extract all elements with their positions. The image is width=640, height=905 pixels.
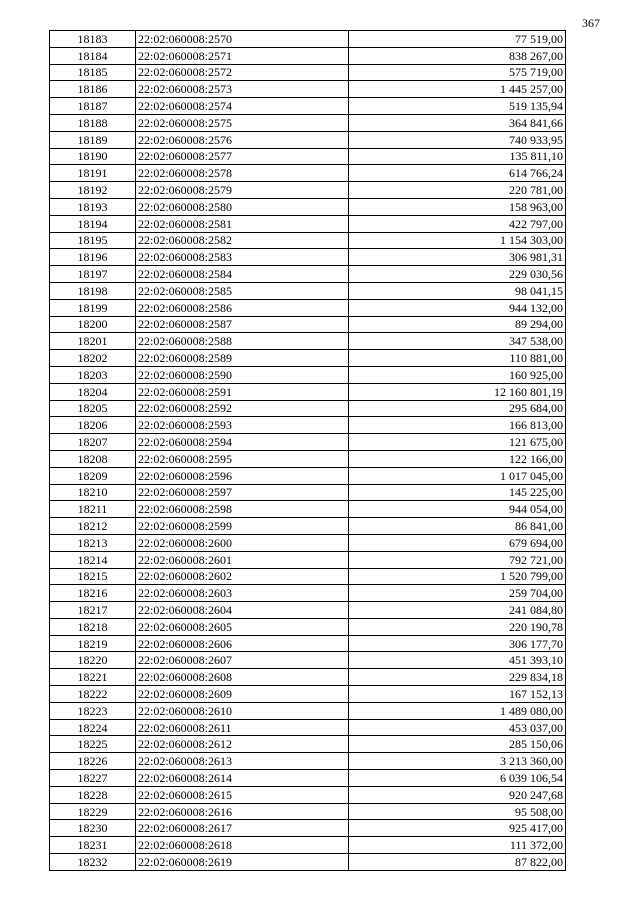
cadastral-number-cell: 22:02:060008:2608 xyxy=(136,669,349,686)
table-row xyxy=(50,551,566,568)
cadastral-number-cell: 22:02:060008:2570 xyxy=(136,31,349,48)
cadastral-number-cell: 22:02:060008:2582 xyxy=(136,232,349,249)
table-row xyxy=(50,299,566,316)
cadastral-value-cell: 575 719,00 xyxy=(349,64,566,81)
cadastral-value-cell: 110 881,00 xyxy=(349,350,566,367)
row-number-cell: 18229 xyxy=(50,803,136,820)
row-number-cell: 18183 xyxy=(50,31,136,48)
table-row xyxy=(50,400,566,417)
row-number-cell: 18186 xyxy=(50,81,136,98)
row-number-cell: 18215 xyxy=(50,568,136,585)
cadastral-value-cell: 453 037,00 xyxy=(349,719,566,736)
table-row xyxy=(50,383,566,400)
row-number-cell: 18200 xyxy=(50,316,136,333)
row-number-cell: 18204 xyxy=(50,383,136,400)
cadastral-value-cell: 12 160 801,19 xyxy=(349,383,566,400)
table-row xyxy=(50,417,566,434)
cadastral-number-cell: 22:02:060008:2599 xyxy=(136,518,349,535)
cadastral-number-cell: 22:02:060008:2590 xyxy=(136,366,349,383)
cadastral-value-cell: 306 177,70 xyxy=(349,635,566,652)
cadastral-number-cell: 22:02:060008:2602 xyxy=(136,568,349,585)
cadastral-value-cell: 167 152,13 xyxy=(349,686,566,703)
cadastral-value-cell: 86 841,00 xyxy=(349,518,566,535)
row-number-cell: 18206 xyxy=(50,417,136,434)
row-number-cell: 18203 xyxy=(50,366,136,383)
cadastral-number-cell: 22:02:060008:2571 xyxy=(136,47,349,64)
cadastral-number-cell: 22:02:060008:2605 xyxy=(136,618,349,635)
table-row xyxy=(50,501,566,518)
table-row xyxy=(50,585,566,602)
cadastral-value-cell: 792 721,00 xyxy=(349,551,566,568)
cadastral-value-cell: 229 030,56 xyxy=(349,266,566,283)
row-number-cell: 18194 xyxy=(50,215,136,232)
row-number-cell: 18190 xyxy=(50,148,136,165)
cadastral-number-cell: 22:02:060008:2578 xyxy=(136,165,349,182)
row-number-cell: 18214 xyxy=(50,551,136,568)
cadastral-number-cell: 22:02:060008:2592 xyxy=(136,400,349,417)
row-number-cell: 18207 xyxy=(50,434,136,451)
cadastral-value-cell: 1 520 799,00 xyxy=(349,568,566,585)
table-row xyxy=(50,266,566,283)
row-number-cell: 18213 xyxy=(50,534,136,551)
row-number-cell: 18223 xyxy=(50,702,136,719)
cadastral-value-cell: 364 841,66 xyxy=(349,114,566,131)
row-number-cell: 18227 xyxy=(50,770,136,787)
row-number-cell: 18199 xyxy=(50,299,136,316)
table-row xyxy=(50,568,566,585)
row-number-cell: 18230 xyxy=(50,820,136,837)
cadastral-value-cell: 1 017 045,00 xyxy=(349,467,566,484)
row-number-cell: 18228 xyxy=(50,786,136,803)
cadastral-value-cell: 87 822,00 xyxy=(349,854,566,871)
table-row xyxy=(50,602,566,619)
cadastral-number-cell: 22:02:060008:2586 xyxy=(136,299,349,316)
cadastral-number-cell: 22:02:060008:2584 xyxy=(136,266,349,283)
table-row xyxy=(50,719,566,736)
cadastral-number-cell: 22:02:060008:2617 xyxy=(136,820,349,837)
cadastral-value-cell: 111 372,00 xyxy=(349,837,566,854)
table-row xyxy=(50,182,566,199)
cadastral-value-cell: 220 781,00 xyxy=(349,182,566,199)
cadastral-number-cell: 22:02:060008:2579 xyxy=(136,182,349,199)
cadastral-value-cell: 451 393,10 xyxy=(349,652,566,669)
cadastral-value-cell: 95 508,00 xyxy=(349,803,566,820)
cadastral-number-cell: 22:02:060008:2573 xyxy=(136,81,349,98)
table-row xyxy=(50,282,566,299)
table-row xyxy=(50,232,566,249)
cadastral-number-cell: 22:02:060008:2577 xyxy=(136,148,349,165)
row-number-cell: 18198 xyxy=(50,282,136,299)
cadastral-number-cell: 22:02:060008:2611 xyxy=(136,719,349,736)
row-number-cell: 18232 xyxy=(50,854,136,871)
cadastral-number-cell: 22:02:060008:2575 xyxy=(136,114,349,131)
table-row xyxy=(50,215,566,232)
cadastral-number-cell: 22:02:060008:2591 xyxy=(136,383,349,400)
cadastral-number-cell: 22:02:060008:2606 xyxy=(136,635,349,652)
table-row xyxy=(50,753,566,770)
cadastral-value-cell: 158 963,00 xyxy=(349,198,566,215)
cadastral-number-cell: 22:02:060008:2581 xyxy=(136,215,349,232)
table-row xyxy=(50,669,566,686)
row-number-cell: 18187 xyxy=(50,98,136,115)
table-row xyxy=(50,131,566,148)
table-row xyxy=(50,534,566,551)
page-number: 367 xyxy=(582,16,600,30)
cadastral-value-cell: 519 135,94 xyxy=(349,98,566,115)
cadastral-number-cell: 22:02:060008:2594 xyxy=(136,434,349,451)
cadastral-value-cell: 347 538,00 xyxy=(349,333,566,350)
cadastral-value-cell: 285 150,06 xyxy=(349,736,566,753)
cadastral-value-cell: 122 166,00 xyxy=(349,450,566,467)
table-row xyxy=(50,333,566,350)
cadastral-value-cell: 259 704,00 xyxy=(349,585,566,602)
table-row xyxy=(50,165,566,182)
cadastral-value-cell: 422 797,00 xyxy=(349,215,566,232)
row-number-cell: 18210 xyxy=(50,484,136,501)
table-row xyxy=(50,350,566,367)
table-row xyxy=(50,820,566,837)
cadastral-value-cell: 145 225,00 xyxy=(349,484,566,501)
cadastral-value-cell: 77 519,00 xyxy=(349,31,566,48)
table-row xyxy=(50,98,566,115)
row-number-cell: 18197 xyxy=(50,266,136,283)
cadastral-number-cell: 22:02:060008:2612 xyxy=(136,736,349,753)
table-row xyxy=(50,652,566,669)
row-number-cell: 18208 xyxy=(50,450,136,467)
table-row xyxy=(50,518,566,535)
cadastral-number-cell: 22:02:060008:2585 xyxy=(136,282,349,299)
cadastral-value-cell: 6 039 106,54 xyxy=(349,770,566,787)
cadastral-number-cell: 22:02:060008:2580 xyxy=(136,198,349,215)
row-number-cell: 18205 xyxy=(50,400,136,417)
cadastral-number-cell: 22:02:060008:2596 xyxy=(136,467,349,484)
cadastral-number-cell: 22:02:060008:2588 xyxy=(136,333,349,350)
row-number-cell: 18193 xyxy=(50,198,136,215)
cadastral-value-cell: 920 247,68 xyxy=(349,786,566,803)
cadastral-value-cell: 166 813,00 xyxy=(349,417,566,434)
cadastral-number-cell: 22:02:060008:2604 xyxy=(136,602,349,619)
cadastral-value-cell: 220 190,78 xyxy=(349,618,566,635)
cadastral-number-cell: 22:02:060008:2610 xyxy=(136,702,349,719)
cadastral-value-cell: 1 445 257,00 xyxy=(349,81,566,98)
table-row xyxy=(50,249,566,266)
cadastral-number-cell: 22:02:060008:2589 xyxy=(136,350,349,367)
table-row xyxy=(50,484,566,501)
row-number-cell: 18225 xyxy=(50,736,136,753)
row-number-cell: 18222 xyxy=(50,686,136,703)
row-number-cell: 18212 xyxy=(50,518,136,535)
table-row xyxy=(50,803,566,820)
table-row xyxy=(50,31,566,48)
table-row xyxy=(50,81,566,98)
cadastral-value-cell: 135 811,10 xyxy=(349,148,566,165)
row-number-cell: 18231 xyxy=(50,837,136,854)
cadastral-number-cell: 22:02:060008:2574 xyxy=(136,98,349,115)
cadastral-value-cell: 1 489 080,00 xyxy=(349,702,566,719)
cadastral-value-cell: 160 925,00 xyxy=(349,366,566,383)
table-row xyxy=(50,702,566,719)
table-row xyxy=(50,148,566,165)
table-row xyxy=(50,316,566,333)
row-number-cell: 18209 xyxy=(50,467,136,484)
table-row xyxy=(50,434,566,451)
cadastral-number-cell: 22:02:060008:2583 xyxy=(136,249,349,266)
cadastral-number-cell: 22:02:060008:2607 xyxy=(136,652,349,669)
table-row xyxy=(50,786,566,803)
table-row xyxy=(50,366,566,383)
cadastral-value-cell: 229 834,18 xyxy=(349,669,566,686)
row-number-cell: 18184 xyxy=(50,47,136,64)
cadastral-number-cell: 22:02:060008:2615 xyxy=(136,786,349,803)
table-row xyxy=(50,837,566,854)
cadastral-value-cell: 241 084,80 xyxy=(349,602,566,619)
row-number-cell: 18217 xyxy=(50,602,136,619)
row-number-cell: 18219 xyxy=(50,635,136,652)
cadastral-number-cell: 22:02:060008:2614 xyxy=(136,770,349,787)
cadastral-value-cell: 121 675,00 xyxy=(349,434,566,451)
table-row xyxy=(50,854,566,871)
table-row xyxy=(50,198,566,215)
row-number-cell: 18188 xyxy=(50,114,136,131)
table-row xyxy=(50,618,566,635)
cadastral-value-cell: 679 694,00 xyxy=(349,534,566,551)
cadastral-number-cell: 22:02:060008:2618 xyxy=(136,837,349,854)
cadastral-number-cell: 22:02:060008:2603 xyxy=(136,585,349,602)
cadastral-value-cell: 89 294,00 xyxy=(349,316,566,333)
table-body xyxy=(50,31,566,871)
row-number-cell: 18202 xyxy=(50,350,136,367)
row-number-cell: 18195 xyxy=(50,232,136,249)
row-number-cell: 18185 xyxy=(50,64,136,81)
cadastral-value-cell: 944 132,00 xyxy=(349,299,566,316)
cadastral-number-cell: 22:02:060008:2598 xyxy=(136,501,349,518)
table-row xyxy=(50,635,566,652)
row-number-cell: 18196 xyxy=(50,249,136,266)
table-row xyxy=(50,467,566,484)
cadastral-number-cell: 22:02:060008:2600 xyxy=(136,534,349,551)
cadastral-value-cell: 306 981,31 xyxy=(349,249,566,266)
row-number-cell: 18216 xyxy=(50,585,136,602)
cadastral-number-cell: 22:02:060008:2587 xyxy=(136,316,349,333)
table-row xyxy=(50,47,566,64)
row-number-cell: 18191 xyxy=(50,165,136,182)
cadastral-value-cell: 838 267,00 xyxy=(349,47,566,64)
table-row xyxy=(50,450,566,467)
cadastral-number-cell: 22:02:060008:2609 xyxy=(136,686,349,703)
cadastral-value-cell: 925 417,00 xyxy=(349,820,566,837)
cadastral-number-cell: 22:02:060008:2616 xyxy=(136,803,349,820)
cadastral-value-cell: 295 684,00 xyxy=(349,400,566,417)
row-number-cell: 18220 xyxy=(50,652,136,669)
row-number-cell: 18201 xyxy=(50,333,136,350)
cadastral-value-cell: 1 154 303,00 xyxy=(349,232,566,249)
table-row xyxy=(50,770,566,787)
table-row xyxy=(50,64,566,81)
cadastral-number-cell: 22:02:060008:2593 xyxy=(136,417,349,434)
row-number-cell: 18226 xyxy=(50,753,136,770)
row-number-cell: 18192 xyxy=(50,182,136,199)
cadastral-number-cell: 22:02:060008:2619 xyxy=(136,854,349,871)
row-number-cell: 18224 xyxy=(50,719,136,736)
table-row xyxy=(50,686,566,703)
row-number-cell: 18221 xyxy=(50,669,136,686)
row-number-cell: 18189 xyxy=(50,131,136,148)
cadastral-number-cell: 22:02:060008:2572 xyxy=(136,64,349,81)
row-number-cell: 18218 xyxy=(50,618,136,635)
cadastral-value-cell: 740 933,95 xyxy=(349,131,566,148)
cadastral-value-cell: 614 766,24 xyxy=(349,165,566,182)
cadastral-value-cell: 98 041,15 xyxy=(349,282,566,299)
cadastral-value-cell: 3 213 360,00 xyxy=(349,753,566,770)
cadastral-number-cell: 22:02:060008:2597 xyxy=(136,484,349,501)
cadastral-number-cell: 22:02:060008:2595 xyxy=(136,450,349,467)
table-row xyxy=(50,736,566,753)
cadastral-value-cell: 944 054,00 xyxy=(349,501,566,518)
cadastral-number-cell: 22:02:060008:2601 xyxy=(136,551,349,568)
cadastral-number-cell: 22:02:060008:2576 xyxy=(136,131,349,148)
cadastral-value-table xyxy=(49,30,566,871)
table-row xyxy=(50,114,566,131)
row-number-cell: 18211 xyxy=(50,501,136,518)
cadastral-number-cell: 22:02:060008:2613 xyxy=(136,753,349,770)
